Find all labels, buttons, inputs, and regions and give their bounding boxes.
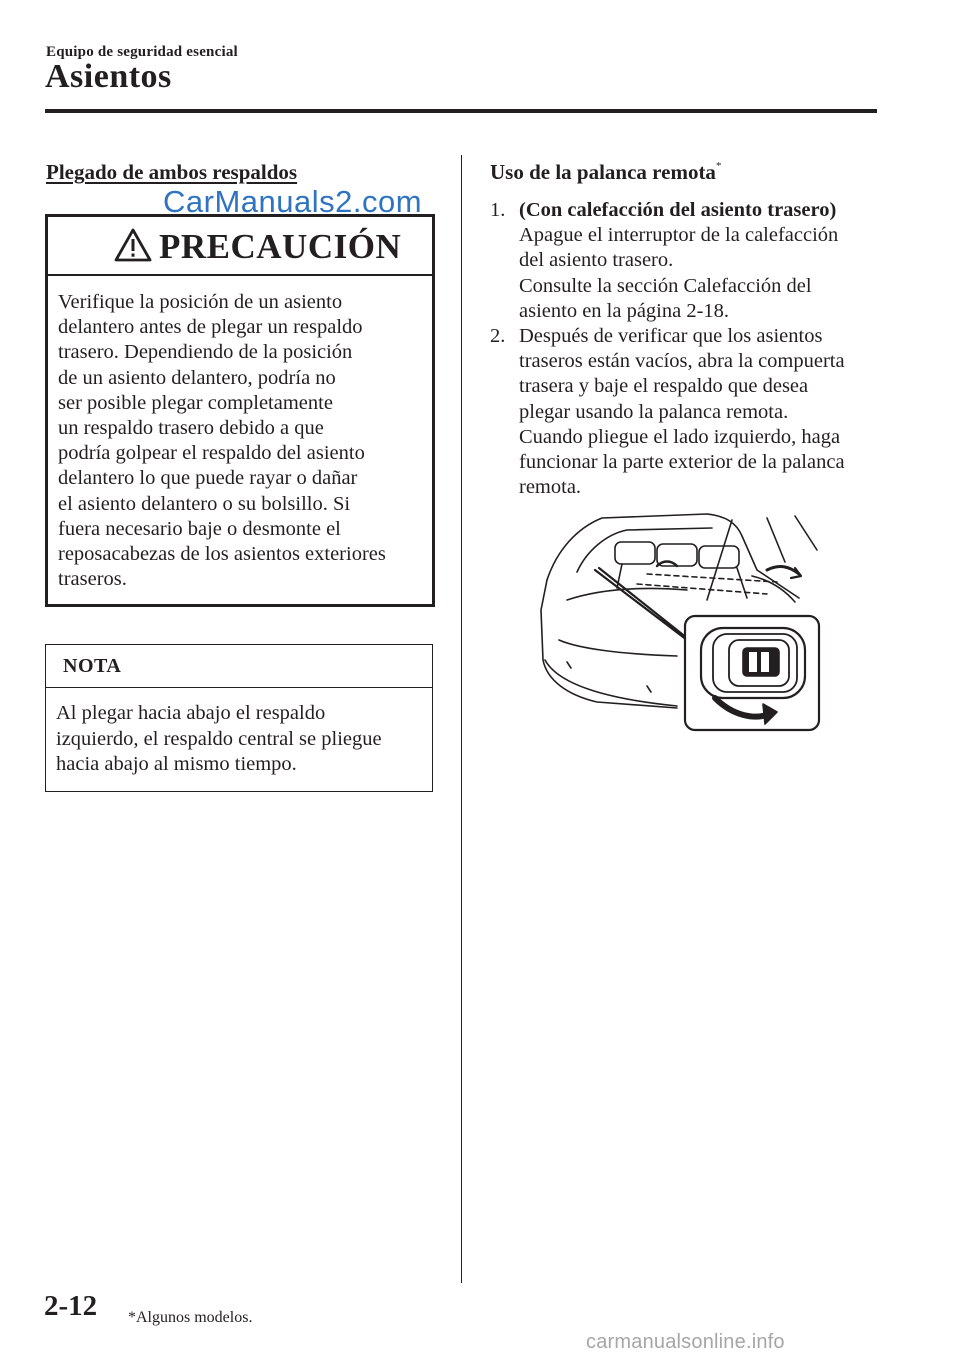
caution-line: Verifique la posición de un asiento — [58, 291, 343, 313]
step-lead: (Con calefacción del asiento trasero) — [519, 199, 837, 221]
note-title: NOTA — [63, 655, 122, 677]
step-line: Consulte la sección Calefacción del — [519, 274, 812, 297]
footnote-mark: * — [715, 160, 722, 172]
step-line: Después de verificar que los asientos — [519, 325, 823, 348]
step-number: 2. — [490, 325, 506, 348]
right-heading-text: Uso de la palanca remota — [490, 160, 716, 184]
note-line: Al plegar hacia abajo el respaldo — [56, 702, 326, 724]
step-line: Cuando pliegue el lado izquierdo, haga — [519, 425, 841, 448]
step-1 — [490, 198, 890, 324]
page-title: Asientos — [45, 58, 172, 95]
step-line: traseros están vacíos, abra la compuerta — [519, 350, 845, 373]
caution-text — [58, 290, 428, 592]
step-line: funcionar la parte exterior de la palanca — [519, 451, 845, 474]
column-divider — [461, 155, 462, 1283]
footnote: *Algunos modelos. — [128, 1309, 253, 1326]
caution-line: delantero antes de plegar un respaldo — [58, 316, 363, 339]
note-header — [46, 645, 432, 688]
caution-header — [48, 217, 432, 276]
step-line: remota. — [519, 476, 582, 499]
right-section-heading — [490, 160, 721, 185]
note-line: izquierdo, el respaldo central se pliegue — [56, 727, 382, 750]
caution-line: un respaldo trasero debido a que — [58, 417, 324, 440]
caution-line: podría golpear el respaldo del asiento — [58, 442, 365, 465]
title-rule — [45, 109, 877, 113]
steps-list — [490, 198, 890, 500]
page-number: 2-12 — [44, 1290, 98, 1322]
step-line: Apague el interruptor de la calefacción — [519, 224, 839, 247]
note-box — [45, 644, 433, 792]
step-line: trasera y baje el respaldo que desea — [519, 375, 809, 398]
left-section-heading: Plegado de ambos respaldos — [46, 160, 298, 184]
caution-box — [45, 214, 435, 607]
section-kicker: Equipo de seguridad esencial — [46, 44, 238, 60]
step-line: asiento en la página 2-18. — [519, 299, 730, 322]
warning-triangle-icon — [114, 228, 152, 262]
caution-line: fuera necesario baje o desmonte el — [58, 517, 341, 540]
caution-line: ser posible plegar completamente — [58, 391, 333, 414]
watermark: CarManuals2.com — [163, 184, 423, 219]
caution-line: trasero. Dependiendo de la posición — [58, 341, 353, 364]
step-2 — [490, 324, 890, 500]
note-text — [56, 701, 428, 778]
footer-logo: carmanualsonline.info — [586, 1331, 785, 1353]
remote-lever-illustration — [537, 510, 837, 732]
caution-line: el asiento delantero o su bolsillo. Si — [58, 492, 351, 515]
step-line: del asiento trasero. — [519, 249, 674, 272]
caution-line: delantero lo que puede rayar o dañar — [58, 467, 358, 490]
step-line: plegar usando la palanca remota. — [519, 400, 789, 423]
step-number: 1. — [490, 199, 506, 221]
caution-line: de un asiento delantero, podría no — [58, 366, 336, 389]
caution-line: reposacabezas de los asientos exteriores — [58, 543, 386, 566]
caution-title: PRECAUCIÓN — [159, 227, 402, 266]
note-line: hacia abajo al mismo tiempo. — [56, 753, 297, 775]
caution-line: traseros. — [58, 568, 127, 591]
